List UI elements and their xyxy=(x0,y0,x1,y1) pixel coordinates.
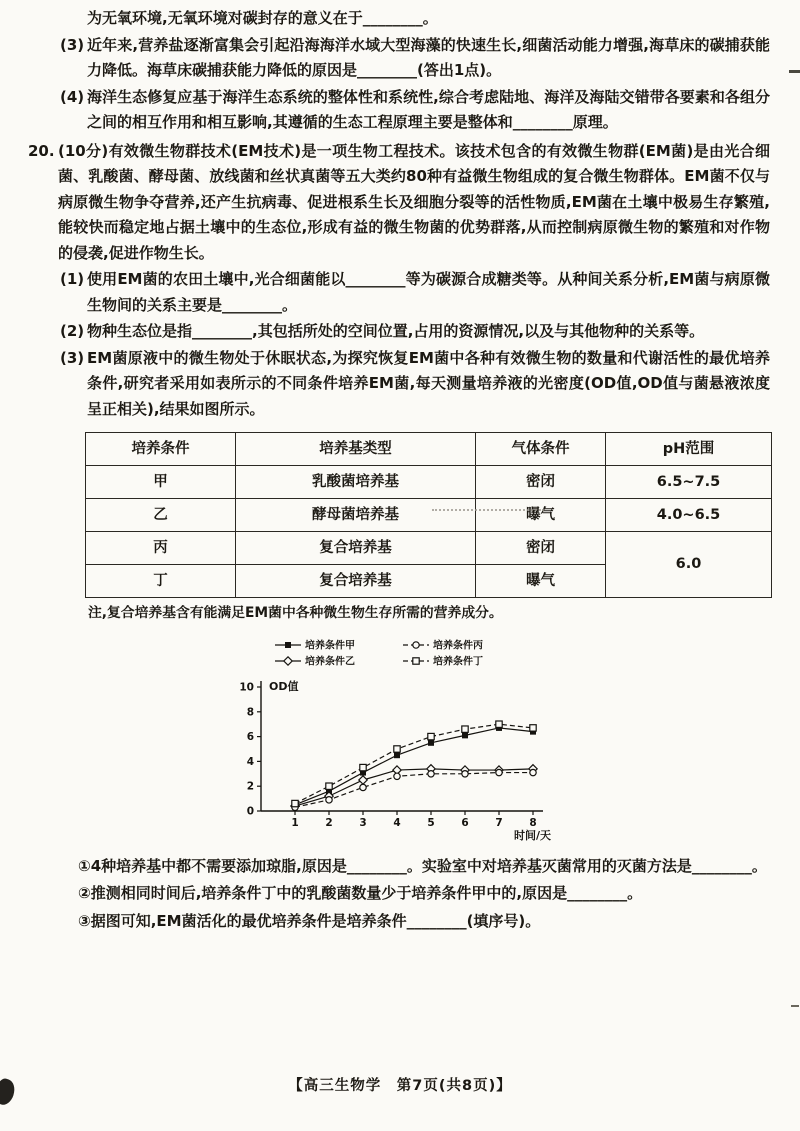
question-20-sub2-label: ② xyxy=(78,884,91,903)
svg-text:3: 3 xyxy=(359,817,367,830)
table-cell: 乙 xyxy=(86,499,236,532)
column-header: 培养条件 xyxy=(86,433,236,466)
table-cell: 甲 xyxy=(86,466,236,499)
svg-text:培养条件甲: 培养条件甲 xyxy=(305,640,355,652)
svg-text:2: 2 xyxy=(246,781,254,794)
table-cell: 丙 xyxy=(86,532,236,565)
question-20-3 xyxy=(28,346,770,423)
question-20-2-label: (2) xyxy=(60,322,85,340)
question-19-4-label: (4) xyxy=(60,87,85,106)
column-header: 培养基类型 xyxy=(236,433,476,466)
question-20-3-text: EM菌原液中的微生物处于休眠状态,为探究恢复EM菌中各种有效微生物的数量和代谢活性的最优培养条件,研究者采用如表所示的不同条件培养EM菌,每天测量培养液的光密度(OD值,OD值与菌悬液浓度呈正相关),结果如图所示。 xyxy=(87,348,770,418)
table-cell: 曝气 xyxy=(476,499,606,532)
question-20-1-label: (1) xyxy=(60,270,85,288)
svg-text:培养条件丙: 培养条件丙 xyxy=(433,640,483,652)
scan-edge-mark xyxy=(791,1005,799,1007)
svg-text:5: 5 xyxy=(427,817,435,830)
column-header: pH范围 xyxy=(606,433,772,466)
svg-text:4: 4 xyxy=(246,756,254,769)
svg-text:1: 1 xyxy=(291,817,299,830)
table-cell: 复合培养基 xyxy=(236,532,476,565)
table-cell: 曝气 xyxy=(476,565,606,598)
question-19-3-text: 近年来,营养盐逐渐富集会引起沿海海洋水域大型海藻的快速生长,细菌活动能力增强,海草床的碳捕获能力降低。海草床碳捕获能力降低的原因是________(答出1点)。 xyxy=(87,35,770,79)
question-20 xyxy=(28,139,770,267)
question-20-3-label: (3) xyxy=(60,348,85,367)
table-cell: 丁 xyxy=(86,565,236,598)
table-note: 注,复合培养基含有能满足EM菌中各种微生物生存所需的营养成分。 xyxy=(88,605,503,621)
svg-text:8: 8 xyxy=(529,817,537,830)
table-header-row xyxy=(86,433,772,466)
scan-edge-mark xyxy=(789,70,800,73)
svg-text:6: 6 xyxy=(246,731,254,744)
question-20-sub2 xyxy=(28,881,770,907)
svg-text:培养条件丁: 培养条件丁 xyxy=(433,656,483,668)
table-cell: 密闭 xyxy=(476,532,606,565)
page-footer: 【高三生物学 第7页(共8页)】 xyxy=(288,1078,512,1095)
table-row xyxy=(86,466,772,499)
question-20-intro-text: (10分)有效微生物群技术(EM技术)是一项生物工程技术。该技术包含的有效微生物群(EM菌)是由光合细菌、乳酸菌、酵母菌、放线菌和丝状真菌等五大类约80种有益微生物组成的复合微生物群体。EM菌不仅与病原微生物争夺营养,还产生抗病毒、促进根系生长及细胞分裂等的活性物质,EM菌在土壤中极易生存繁殖,能较快而稳定地占据土壤中的生态位,形成有益的微生物菌的优势群落,从而控制病原微生物的繁殖和对作物的侵袭,促进作物生长。 xyxy=(58,141,770,262)
question-20-number: 20. xyxy=(28,141,55,160)
table-cell: 4.0~6.5 xyxy=(606,499,772,532)
svg-text:7: 7 xyxy=(495,817,503,830)
svg-text:2: 2 xyxy=(325,817,333,830)
od-chart-svg xyxy=(213,631,559,843)
column-header: 气体条件 xyxy=(476,433,606,466)
table-cell: 6.0 xyxy=(606,532,772,598)
svg-text:0: 0 xyxy=(246,805,254,818)
question-19-3-label: (3) xyxy=(60,35,85,54)
od-chart xyxy=(213,631,559,852)
svg-text:4: 4 xyxy=(393,817,401,830)
table-row xyxy=(86,532,772,565)
table-cell: 乳酸菌培养基 xyxy=(236,466,476,499)
svg-text:10: 10 xyxy=(239,681,254,694)
svg-text:8: 8 xyxy=(246,706,254,719)
table-cell: 密闭 xyxy=(476,466,606,499)
svg-text:6: 6 xyxy=(461,817,469,830)
question-20-2-text: 物种生态位是指________,其包括所处的空间位置,占用的资源情况,以及与其他物种的关系等。 xyxy=(87,322,705,340)
question-19-4-text: 海洋生态修复应基于海洋生态系统的整体性和系统性,综合考虑陆地、海洋及海陆交错带各要素和各组分之间的相互作用和相互影响,其遵循的生态工程原理主要是整体和________原理。 xyxy=(87,87,770,131)
question-19-3 xyxy=(28,33,770,84)
question-20-1-text: 使用EM菌的农田土壤中,光合细菌能以________等为碳源合成糖类等。从种间关系分析,EM菌与病原微生物间的关系主要是________。 xyxy=(87,270,770,314)
question-20-sub3 xyxy=(28,909,770,935)
question-20-sub3-text: 据图可知,EM菌活化的最优培养条件是培养条件________(填序号)。 xyxy=(90,911,541,930)
question-20-sub1-text: 4种培养基中都不需要添加琼脂,原因是________。实验室中对培养基灭菌常用的灭菌方法是________。 xyxy=(90,856,767,875)
table-cell: 6.5~7.5 xyxy=(606,466,772,499)
table-row xyxy=(86,499,772,532)
question-20-sub1-label: ① xyxy=(78,856,91,875)
svg-text:时间/天: 时间/天 xyxy=(513,829,551,843)
question-19-2-continuation: 为无氧环境,无氧环境对碳封存的意义在于________。 xyxy=(87,9,438,27)
question-20-2 xyxy=(28,319,770,345)
table-cell: 酵母菌培养基 xyxy=(236,499,476,532)
table-cell: 复合培养基 xyxy=(236,565,476,598)
scan-dotted-line xyxy=(432,509,544,511)
question-20-sub1 xyxy=(28,854,770,880)
question-20-1 xyxy=(28,267,770,318)
svg-text:培养条件乙: 培养条件乙 xyxy=(305,656,355,668)
question-20-sub2-text: 推测相同时间后,培养条件丁中的乳酸菌数量少于培养条件甲中的,原因是________。 xyxy=(90,884,643,903)
svg-text:OD值: OD值 xyxy=(269,680,299,694)
culture-condition-table xyxy=(85,432,772,598)
question-19-4 xyxy=(28,85,770,136)
question-20-sub3-label: ③ xyxy=(78,911,91,930)
